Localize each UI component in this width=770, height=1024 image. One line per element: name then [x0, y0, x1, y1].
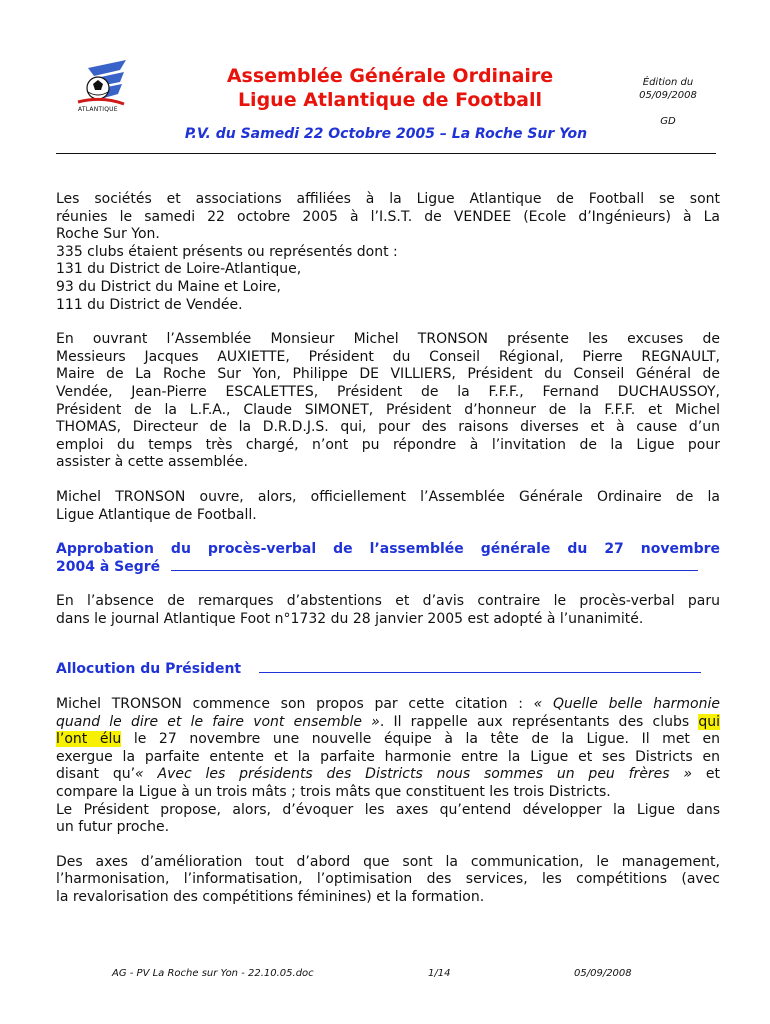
intro-paragraph	[56, 191, 720, 314]
text-line: Messieurs Jacques AUXIETTE, Président du Conseil Régional, Pierre REGNAULT,	[56, 348, 720, 365]
footer-filename: AG - PV La Roche sur Yon - 22.10.05.doc	[112, 968, 314, 979]
text-line: un futur proche.	[56, 819, 170, 836]
text-line: En ouvrant l’Assemblée Monsieur Michel TRONSON présente les excuses de	[56, 331, 720, 348]
text-line: Vendée, Jean-Pierre ESCALETTES, Président de la F.F.F., Fernand DUCHAUSSOY,	[56, 383, 720, 400]
document-subtitle: P.V. du Samedi 22 Octobre 2005 – La Roche Sur Yon	[184, 126, 588, 142]
allocution-heading	[56, 661, 720, 679]
quote: quand le dire et le faire vont ensemble »	[56, 713, 380, 730]
footer-page-number: 1/14	[428, 968, 451, 979]
text-line: 131 du District de Loire-Atlantique,	[56, 261, 302, 278]
text-line: disant qu’« Avec les présidents des Districts nous sommes un peu frères » et	[56, 766, 720, 783]
quote: « Quelle belle harmonie	[533, 696, 720, 713]
text-line: Les sociétés et associations affiliées à la Ligue Atlantique de Football se sont	[56, 191, 720, 207]
text-line: la revalorisation des compétitions féminines) et la formation.	[56, 889, 485, 905]
text-line: Maire de La Roche Sur Yon, Philippe DE VILLIERS, Président du Conseil Général de	[56, 366, 720, 383]
approbation-paragraph	[56, 593, 720, 628]
text-line: 93 du District du Maine et Loire,	[56, 278, 281, 295]
title-line-1: Assemblée Générale Ordinaire	[226, 65, 554, 87]
text-line: Président de la L.F.A., Claude SIMONET, Président d’honneur de la F.F.F. et Michel	[56, 401, 720, 418]
highlighted-text: l’ont élu	[56, 731, 122, 748]
text-line: réunies le samedi 22 octobre 2005 à l’I.S.T. de VENDEE (Ecole d’Ingénieurs) à La	[56, 208, 720, 225]
excuses-paragraph	[56, 331, 720, 472]
document-body	[56, 191, 720, 907]
approbation-heading	[56, 541, 720, 576]
text-line: Michel TRONSON ouvre, alors, officiellement l’Assemblée Générale Ordinaire de la	[56, 488, 720, 505]
edition-label: Édition du	[642, 77, 694, 88]
quote: « Avec les présidents des Districts nous sommes un peu frères »	[135, 766, 693, 783]
text-line: assister à cette assemblée.	[56, 454, 248, 471]
document-title	[160, 64, 620, 112]
text-line: l’harmonisation, l’informatisation, l’optimisation des services, les compétitions (avec	[56, 871, 720, 888]
text-line: Le Président propose, alors, d’évoquer les axes qu’entend développer la Ligue dans	[56, 801, 720, 818]
heading-text: 2004 à Segré	[56, 558, 161, 575]
footer-date: 05/09/2008	[574, 968, 632, 979]
opening-paragraph	[56, 489, 720, 524]
logo-text: ATLANTIQUE	[78, 106, 118, 113]
text-line: compare la Ligue à un trois mâts ; trois mâts que constituent les trois Districts.	[56, 784, 611, 801]
text-line: dans le journal Atlantique Foot n°1732 du 28 janvier 2005 est adopté à l’unanimité.	[56, 610, 644, 627]
text-line: 335 clubs étaient présents ou représentés dont :	[56, 243, 398, 260]
heading-underline	[259, 661, 701, 673]
header-divider	[56, 153, 716, 154]
axes-paragraph	[56, 854, 720, 907]
text-line: En l’absence de remarques d’abstentions et d’avis contraire le procès-verbal paru	[56, 593, 720, 610]
text-line: Des axes d’amélioration tout d’abord que sont la communication, le management,	[56, 853, 720, 870]
text-line: l’ont élu le 27 novembre une nouvelle équipe à la tête de la Ligue. Il met en	[56, 731, 720, 748]
highlighted-text: qui	[698, 713, 721, 730]
edition-date: 05/09/2008	[639, 90, 697, 101]
text-line: 111 du District de Vendée.	[56, 296, 243, 313]
text-line: emploi du temps très chargé, n’ont pu répondre à l’invitation de la Ligue pour	[56, 436, 720, 453]
text-line: quand le dire et le faire vont ensemble ». Il rappelle aux représentants des clubs qui	[56, 713, 721, 730]
allocution-paragraph	[56, 696, 720, 837]
text-line: Ligue Atlantique de Football.	[56, 506, 257, 523]
heading-line	[56, 661, 720, 679]
page-footer	[0, 968, 770, 982]
text-line: exergue la parfaite entente et la parfaite harmonie entre la Ligue et ses Districts en	[56, 748, 720, 765]
author-initials: GD	[660, 116, 676, 127]
heading-text: Allocution du Président	[56, 661, 242, 678]
title-line-2: Ligue Atlantique de Football	[237, 89, 543, 111]
text-line: THOMAS, Directeur de la D.R.D.J.S. qui, pour des raisons diverses et à cause d’un	[56, 419, 720, 436]
heading-line	[56, 559, 720, 577]
edition-block	[620, 76, 716, 102]
text-line: Roche Sur Yon.	[56, 226, 160, 243]
heading-line: Approbation du procès-verbal de l’assemblée générale du 27 novembre	[56, 541, 720, 558]
text-line: Michel TRONSON commence son propos par cette citation : « Quelle belle harmonie	[56, 696, 720, 713]
heading-underline	[171, 559, 698, 571]
